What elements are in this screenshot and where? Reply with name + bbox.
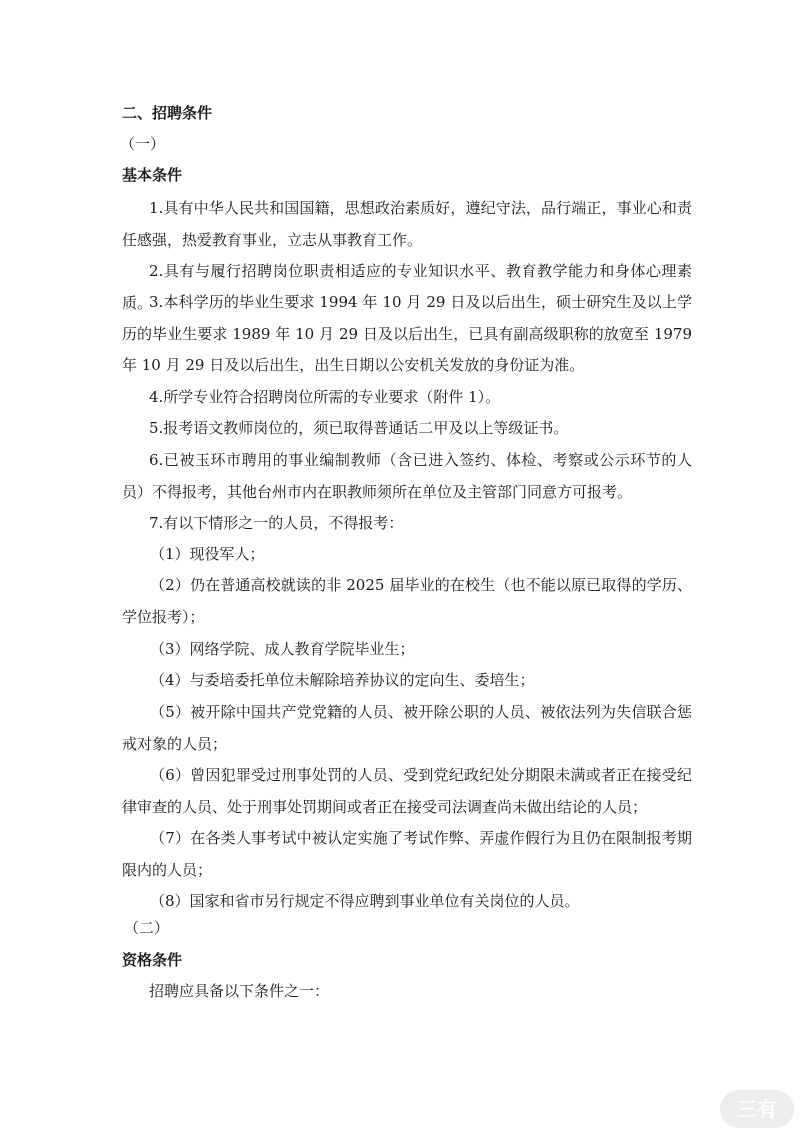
exclusion-1: （1）现役军人； <box>150 545 265 563</box>
condition-6: 6.已被玉环市聘用的事业编制教师（含已进入签约、体检、考察或公示环节的人员）不得报考，其他台州市内在职教师须所在单位及主管部门同意方可报考。 <box>122 451 692 501</box>
exclusion-8: （8）国家和省市另行规定不得应聘到事业单位有关岗位的人员。 <box>150 892 580 910</box>
exclusion-4: （4）与委培委托单位未解除培养协议的定向生、委培生； <box>150 671 535 689</box>
subsection-title-basic-conditions: 基本条件 <box>122 166 183 184</box>
watermark-logo: 三有 <box>720 1090 794 1128</box>
exclusion-5: （5）被开除中国共产党党籍的人员、被开除公职的人员、被依法列为失信联合惩戒对象的人员； <box>122 703 692 753</box>
qualifications-intro: 招聘应具备以下条件之一： <box>149 982 330 1000</box>
exclusion-2: （2）仍在普通高校就读的非 2025 届毕业的在校生（也不能以原已取得的学历、学位报考）； <box>122 576 692 626</box>
condition-1: 1.具有中华人民共和国国籍，思想政治素质好，遵纪守法，品行端正，事业心和责任感强，热爱教育事业，立志从事教育工作。 <box>122 199 692 249</box>
exclusion-7: （7）在各类人事考试中被认定实施了考试作弊、弄虚作假行为且仍在限制报考期限内的人员； <box>122 829 692 879</box>
subsection-number-1: （一） <box>120 135 166 153</box>
condition-5: 5.报考语文教师岗位的，须已取得普通话二甲及以上等级证书。 <box>149 419 569 437</box>
subsection-title-qualifications: 资格条件 <box>122 951 183 969</box>
subsection-number-2: （二） <box>124 919 170 937</box>
condition-2: 2.具有与履行招聘岗位职责相适应的专业知识水平、教育教学能力和身体心理素质。 <box>122 262 692 312</box>
exclusion-3: （3）网络学院、成人教育学院毕业生； <box>150 640 415 658</box>
exclusion-6: （6）曾因犯罪受过刑事处罚的人员、受到党纪政纪处分期限未满或者正在接受纪律审查的人员、处于刑事处罚期间或者正在接受司法调查尚未做出结论的人员； <box>122 766 692 816</box>
condition-4: 4.所学专业符合招聘岗位所需的专业要求（附件 1）。 <box>149 388 501 406</box>
condition-7: 7.有以下情形之一的人员，不得报考： <box>149 514 404 532</box>
condition-3: 3.本科学历的毕业生要求 1994 年 10 月 29 日及以后出生，硕士研究生及以上学历的毕业生要求 1989 年 10 月 29 日及以后出生，已具有副高级职称的放宽至 1979 年 10 月 29 日及以后出生，出生日期以公安机关发放的身份证为准。 <box>122 293 692 374</box>
section-heading: 二、招聘条件 <box>122 104 213 122</box>
